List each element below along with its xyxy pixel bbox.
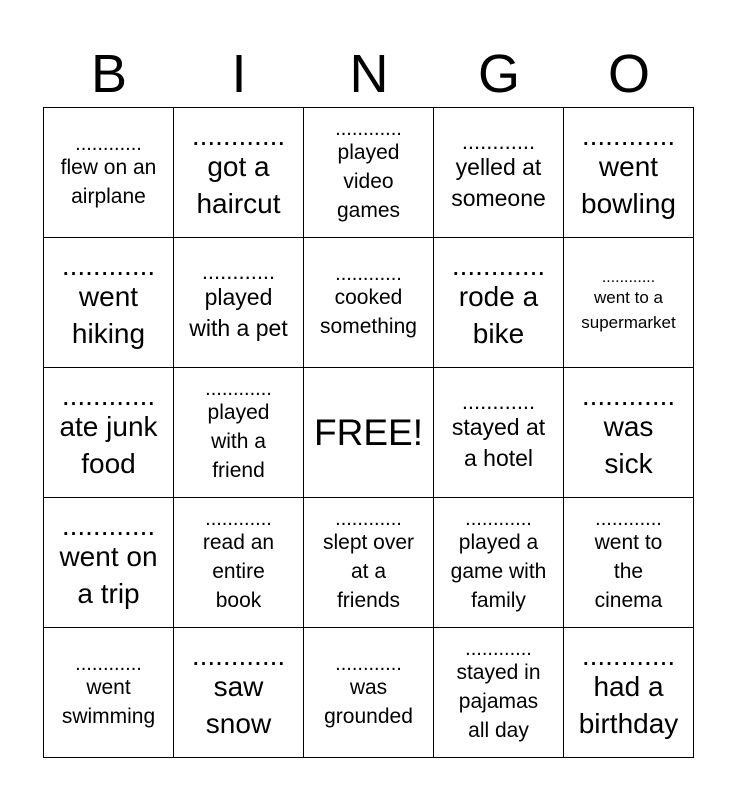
bingo-cell[interactable] bbox=[304, 238, 434, 368]
cell-content bbox=[451, 388, 546, 474]
bingo-cell[interactable] bbox=[564, 628, 694, 758]
cell-content bbox=[59, 509, 158, 612]
blank-line: ............ bbox=[191, 119, 286, 151]
cell-content bbox=[324, 652, 413, 731]
cell-text: ate junk food bbox=[59, 410, 158, 479]
bingo-cell[interactable] bbox=[174, 108, 304, 238]
cell-text: flew on an airplane bbox=[60, 155, 157, 208]
bingo-cell[interactable] bbox=[434, 238, 564, 368]
blank-line: ............ bbox=[461, 388, 536, 414]
blank-line: ............ bbox=[451, 249, 546, 281]
blank-line: ............ bbox=[335, 652, 402, 675]
cell-content bbox=[451, 249, 546, 352]
blank-line: ............ bbox=[61, 249, 156, 281]
blank-line: ............ bbox=[75, 132, 142, 155]
header-letter-i: I bbox=[231, 44, 247, 104]
cell-content bbox=[205, 380, 272, 485]
bingo-cell[interactable] bbox=[564, 108, 694, 238]
cell-text: stayed in pajamas all day bbox=[456, 661, 541, 742]
bingo-cell[interactable] bbox=[304, 628, 434, 758]
bingo-cell[interactable] bbox=[564, 368, 694, 498]
blank-line: ............ bbox=[335, 118, 402, 140]
bingo-cell[interactable] bbox=[174, 368, 304, 498]
cell-text: saw snow bbox=[205, 670, 272, 739]
cell-content bbox=[581, 268, 676, 335]
bingo-cell[interactable] bbox=[304, 498, 434, 628]
cell-text: was grounded bbox=[324, 675, 413, 728]
cell-text: slept over at a friends bbox=[322, 531, 415, 612]
bingo-cell[interactable] bbox=[44, 498, 174, 628]
blank-line: ............ bbox=[601, 268, 656, 286]
bingo-cell[interactable] bbox=[304, 108, 434, 238]
cell-content bbox=[314, 413, 423, 453]
blank-line: ............ bbox=[191, 639, 286, 671]
cell-content bbox=[61, 249, 156, 352]
bingo-cell[interactable] bbox=[174, 238, 304, 368]
cell-content bbox=[191, 119, 286, 222]
cell-text: played a game with family bbox=[450, 531, 547, 612]
cell-text: yelled at someone bbox=[451, 153, 546, 211]
blank-line: ............ bbox=[335, 508, 402, 530]
cell-text: went on a trip bbox=[59, 540, 158, 609]
free-label: FREE! bbox=[314, 411, 423, 453]
blank-line: ............ bbox=[201, 258, 276, 284]
blank-line: ............ bbox=[205, 378, 272, 400]
cell-content bbox=[60, 132, 157, 211]
bingo-cell[interactable] bbox=[44, 108, 174, 238]
blank-line: ............ bbox=[335, 262, 402, 285]
blank-line: ............ bbox=[465, 508, 532, 530]
blank-line: ............ bbox=[465, 638, 532, 660]
bingo-cell[interactable] bbox=[564, 498, 694, 628]
bingo-cell[interactable] bbox=[564, 238, 694, 368]
blank-line: ............ bbox=[581, 379, 676, 411]
cell-content bbox=[578, 639, 679, 742]
bingo-cell[interactable] bbox=[174, 498, 304, 628]
cell-text: was sick bbox=[603, 410, 654, 479]
cell-text: had a birthday bbox=[578, 670, 679, 739]
bingo-cell[interactable] bbox=[44, 238, 174, 368]
bingo-cell[interactable] bbox=[434, 628, 564, 758]
bingo-header bbox=[44, 40, 694, 108]
blank-line: ............ bbox=[75, 652, 142, 675]
cell-content bbox=[323, 510, 414, 615]
cell-text: read an entire book bbox=[202, 531, 275, 612]
blank-line: ............ bbox=[581, 639, 676, 671]
cell-text: played with a friend bbox=[207, 401, 270, 482]
blank-line: ............ bbox=[581, 119, 676, 151]
cell-text: went to the cinema bbox=[594, 531, 663, 612]
blank-line: ............ bbox=[205, 508, 272, 530]
cell-content bbox=[335, 120, 402, 225]
header-letter-n: N bbox=[349, 44, 389, 104]
cell-text: rode a bike bbox=[458, 280, 539, 349]
cell-text: cooked something bbox=[320, 285, 417, 338]
bingo-cell[interactable] bbox=[44, 628, 174, 758]
cell-text: played with a pet bbox=[189, 283, 288, 341]
cell-text: played video games bbox=[336, 141, 401, 222]
cell-content bbox=[203, 510, 274, 615]
cell-text: went bowling bbox=[581, 150, 676, 219]
bingo-cell[interactable] bbox=[44, 368, 174, 498]
header-letter-g: G bbox=[477, 44, 520, 104]
bingo-cell[interactable] bbox=[174, 628, 304, 758]
cell-text: went hiking bbox=[71, 280, 146, 349]
bingo-cell[interactable] bbox=[434, 368, 564, 498]
cell-text: went to a supermarket bbox=[581, 287, 676, 332]
cell-content bbox=[451, 128, 546, 214]
cell-content bbox=[189, 258, 288, 344]
cell-text: stayed at a hotel bbox=[451, 413, 546, 471]
header-letter-b: B bbox=[90, 44, 128, 104]
cell-content bbox=[59, 379, 158, 482]
cell-content bbox=[595, 510, 663, 615]
blank-line: ............ bbox=[61, 509, 156, 541]
cell-text: got a haircut bbox=[196, 150, 281, 219]
bingo-cell[interactable] bbox=[434, 498, 564, 628]
cell-content bbox=[451, 510, 547, 615]
cell-text: went swimming bbox=[61, 675, 156, 728]
blank-line: ............ bbox=[595, 508, 662, 530]
bingo-cell[interactable] bbox=[434, 108, 564, 238]
cell-content bbox=[320, 262, 417, 341]
cell-content bbox=[191, 639, 286, 742]
cell-content bbox=[581, 119, 676, 222]
free-space-cell[interactable] bbox=[304, 368, 434, 498]
cell-content bbox=[61, 652, 156, 731]
blank-line: ............ bbox=[61, 379, 156, 411]
cell-content bbox=[456, 640, 540, 745]
header-letter-o: O bbox=[607, 44, 650, 104]
cell-content bbox=[581, 379, 676, 482]
bingo-board bbox=[43, 107, 694, 758]
blank-line: ............ bbox=[461, 128, 536, 154]
